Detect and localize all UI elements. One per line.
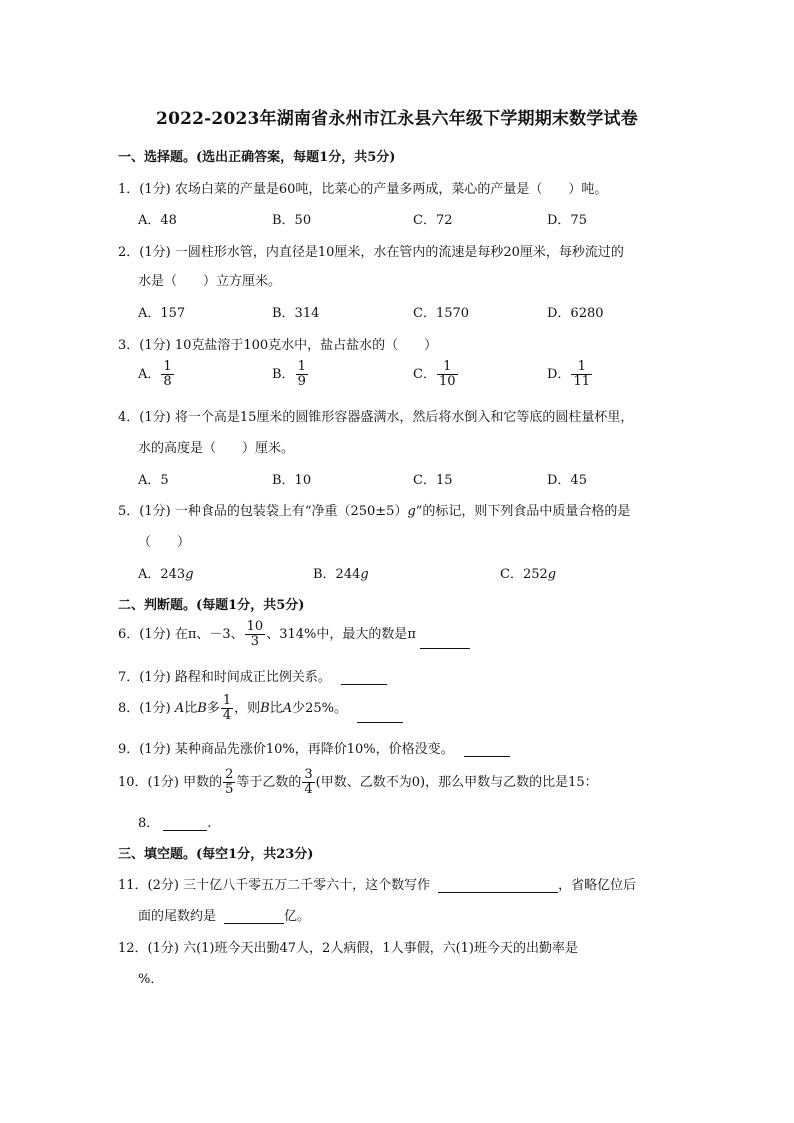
- q10-period: .: [207, 816, 212, 831]
- q7-answer-blank[interactable]: [341, 672, 387, 685]
- question-12-line2: %．: [138, 972, 164, 987]
- question-5-line2: （ ）: [138, 535, 191, 550]
- q1-option-d: D．75: [547, 213, 587, 228]
- fraction-denominator: 10: [438, 374, 456, 389]
- q2-option-a: A．157: [138, 306, 186, 321]
- q6-fraction: [245, 620, 266, 649]
- fraction-numerator: 1: [163, 359, 172, 374]
- question-10-line1: [118, 768, 598, 797]
- q5-option-c-value: C．252: [500, 567, 548, 582]
- q8-var-a: A: [174, 701, 185, 716]
- q3-option-d-fraction: [571, 360, 592, 389]
- q11-answer-blank-1[interactable]: [438, 880, 558, 893]
- question-9: [118, 738, 510, 757]
- q11-answer-blank-2[interactable]: [224, 911, 284, 924]
- q6-text-a: 6．(1分) 在π、－3、: [118, 627, 244, 642]
- q1-option-b: B．50: [272, 213, 312, 228]
- fraction-numerator: 10: [246, 619, 264, 634]
- question-5-line1: [118, 500, 630, 519]
- q3-option-b: [272, 360, 309, 389]
- q9-text: 9．(1分) 某种商品先涨价10%，再降价10%，价格没变。: [118, 742, 454, 757]
- q8-text-b: 比: [184, 701, 198, 716]
- question-3: 3．(1分) 10克盐溶于100克水中，盐占盐水的（ ）: [118, 338, 438, 353]
- question-11-line2: [138, 905, 310, 924]
- q2-option-b: B．314: [272, 306, 320, 321]
- question-10-line2: [138, 812, 211, 831]
- fraction-numerator: 2: [225, 767, 234, 782]
- question-12-line1: 12．(1分) 六(1)班今天出勤47人，2人病假，1人事假，六(1)班今天的出勤率是: [118, 941, 579, 956]
- q3-option-c: [413, 360, 459, 389]
- q8-text-e: 比: [269, 701, 283, 716]
- q3-option-b-fraction: [296, 360, 308, 389]
- q4-option-b: B．10: [272, 473, 312, 488]
- q11-text-c: 面的尾数约是: [138, 909, 217, 924]
- fraction-denominator: 8: [163, 374, 172, 389]
- q11-text-a: 11．(2分) 三十亿八千零五万二千零六十，这个数写作: [118, 878, 431, 893]
- q5-option-a-unit: g: [185, 567, 194, 582]
- q8-var-c: B: [260, 701, 270, 716]
- q3-option-a-label: A．: [138, 367, 161, 382]
- q3-option-a: [138, 360, 175, 389]
- section-heading-fill: 三、填空题。(每空1分，共23分): [118, 847, 314, 862]
- q5-text-b: ”的标记，则下列食品中质量合格的是: [415, 504, 631, 519]
- question-11-line1: [118, 874, 636, 893]
- section-heading-judge: 二、判断题。(每题1分，共5分): [118, 598, 305, 613]
- question-8: [118, 694, 403, 723]
- q3-option-c-fraction: [437, 360, 458, 389]
- q5-option-b-value: B．244: [313, 567, 361, 582]
- fraction-denominator: 5: [225, 782, 234, 797]
- fraction-numerator: 1: [437, 360, 458, 375]
- q11-text-b: ，省略亿位后: [558, 878, 637, 893]
- fraction-denominator: 4: [304, 782, 313, 797]
- q3-option-d: [547, 360, 593, 389]
- q4-option-c: C．15: [413, 473, 453, 488]
- q3-option-c-label: C．: [413, 367, 436, 382]
- fraction-numerator: 1: [571, 360, 592, 375]
- q8-text-a: 8．(1分): [118, 701, 175, 716]
- fraction-denominator: 11: [573, 374, 590, 389]
- q10-fraction-1: [223, 768, 235, 797]
- question-4-line2: 水的高度是（ ）厘米。: [138, 441, 295, 456]
- q10-text-a: 10．(1分) 甲数的: [118, 775, 223, 790]
- fraction-denominator: 9: [297, 374, 306, 389]
- question-7: [118, 666, 387, 685]
- question-4-line1: 4．(1分) 将一个高是15厘米的圆锥形容器盛满水，然后将水倒入和它等底的圆柱量杯里，: [118, 410, 634, 425]
- q1-option-c: C．72: [413, 213, 453, 228]
- q10-text-line2: 8．: [138, 816, 160, 831]
- fraction-denominator: 4: [222, 708, 232, 723]
- question-6: [118, 620, 470, 649]
- question-2-line1: 2．(1分) 一圆柱形水管，内直径是10厘米，水在管内的流速是每秒20厘米，每秒流过的: [118, 245, 624, 260]
- q10-text-b: 等于乙数的: [236, 775, 302, 790]
- question-2-line2: 水是（ ）立方厘米。: [138, 274, 282, 289]
- q5-option-c-unit: g: [547, 567, 557, 582]
- q1-option-a: A．48: [138, 213, 177, 228]
- fraction-numerator: 1: [222, 693, 232, 708]
- q2-option-c: C．1570: [413, 306, 470, 321]
- q8-text-c: 多: [206, 701, 220, 716]
- q3-option-b-label: B．: [272, 367, 295, 382]
- q3-option-d-label: D．: [547, 367, 571, 382]
- q5-option-b-unit: g: [360, 567, 369, 582]
- q10-fraction-2: [302, 768, 314, 797]
- q8-fraction: [221, 694, 233, 723]
- q3-option-a-fraction: [161, 360, 173, 389]
- q2-option-d: D．6280: [547, 306, 604, 321]
- fraction-numerator: 1: [297, 359, 306, 374]
- q10-text-c: (甲数、乙数不为0)，那么甲数与乙数的比是15：: [315, 775, 598, 790]
- q11-text-d: 亿。: [284, 909, 311, 924]
- q9-answer-blank[interactable]: [464, 744, 510, 757]
- page-title: 2022-2023年湖南省永州市江永县六年级下学期期末数学试卷: [156, 109, 638, 129]
- q8-answer-blank[interactable]: [357, 710, 403, 723]
- q4-option-a: A．5: [138, 473, 169, 488]
- question-1: 1．(1分) 农场白菜的产量是60吨，比菜心的产量多两成，菜心的产量是（ ）吨。: [118, 182, 608, 197]
- q6-answer-blank[interactable]: [420, 636, 470, 649]
- fraction-denominator: 3: [250, 634, 260, 649]
- section-heading-choice: 一、选择题。(选出正确答案，每题1分，共5分): [118, 150, 396, 165]
- q8-text-f: 少25%。: [292, 701, 347, 716]
- q8-text-d: ，则: [234, 701, 261, 716]
- q5-unit: g: [407, 504, 416, 519]
- q5-option-b: [313, 563, 369, 582]
- q6-text-b: 、314%中，最大的数是π: [266, 627, 416, 642]
- q5-option-c: [500, 563, 556, 582]
- q5-option-a: [138, 563, 194, 582]
- fraction-numerator: 3: [304, 767, 313, 782]
- q8-var-b: B: [197, 701, 207, 716]
- q10-answer-blank[interactable]: [163, 818, 207, 831]
- q5-option-a-value: A．243: [138, 567, 186, 582]
- q4-option-d: D．45: [547, 473, 587, 488]
- q5-text-a: 5．(1分) 一种食品的包装袋上有“净重（250±5）: [118, 504, 408, 519]
- q8-var-d: A: [282, 701, 293, 716]
- q7-text: 7．(1分) 路程和时间成正比例关系。: [118, 670, 331, 685]
